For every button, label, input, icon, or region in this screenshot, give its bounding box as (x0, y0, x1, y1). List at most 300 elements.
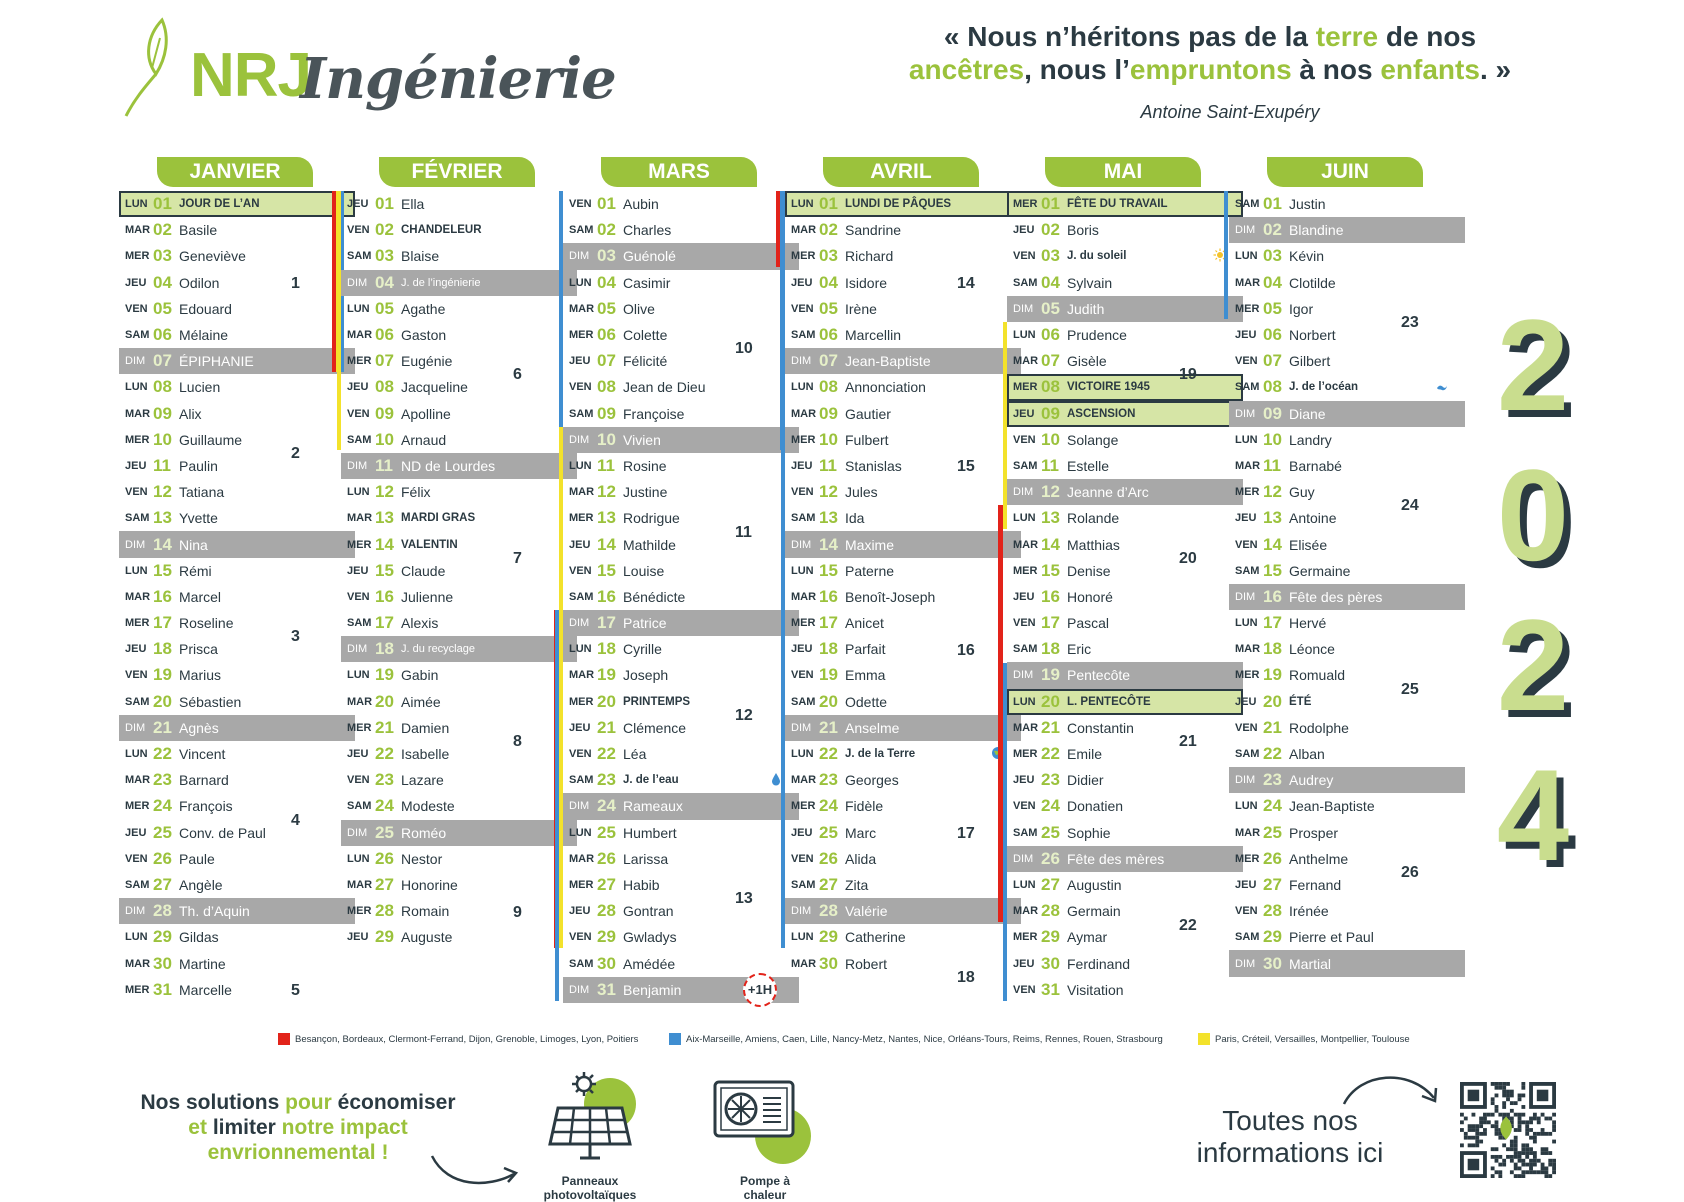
weekday: VEN (1013, 617, 1036, 630)
weekday: VEN (1235, 721, 1258, 734)
day-number: 20 (375, 691, 394, 711)
day-number: 21 (1041, 717, 1060, 737)
day-list (1007, 191, 1243, 1003)
day-row (341, 531, 577, 557)
school-holiday-bar (559, 191, 563, 450)
saint-name: Léonce (1289, 641, 1335, 658)
day-row (1007, 872, 1243, 898)
weekday: DIM (347, 826, 368, 839)
saint-name: Lucien (179, 379, 221, 396)
quote-author: Antoine Saint-Exupéry (1140, 102, 1320, 122)
day-row (785, 243, 1021, 269)
quote-text: , nous l’ (1024, 54, 1130, 85)
weekday: MER (125, 433, 150, 446)
week-number: 18 (957, 969, 975, 986)
weekday: MER (1235, 486, 1260, 499)
saint-name: Rameaux (623, 798, 683, 815)
day-number: 07 (1041, 351, 1060, 371)
day-number: 18 (375, 639, 394, 659)
day-row (1229, 715, 1465, 741)
weekday: VEN (347, 590, 370, 603)
quote (820, 20, 1600, 86)
weekday: SAM (569, 407, 594, 420)
logo-ingenierie-text: Ingénierie (300, 46, 616, 112)
day-row (1007, 427, 1243, 453)
saint-name: JOUR DE L’AN (179, 198, 260, 211)
saint-name: Germain (1067, 903, 1121, 920)
weekday: LUN (347, 852, 370, 865)
day-number: 25 (375, 822, 394, 842)
weekday: LUN (1013, 878, 1036, 891)
saint-name: Roméo (401, 824, 447, 841)
saint-name: Rémi (179, 562, 212, 579)
day-row (785, 741, 1021, 767)
day-number: 08 (597, 377, 616, 397)
leaf-logo-icon (122, 18, 182, 118)
saint-name: Valérie (845, 903, 888, 920)
day-row (1007, 898, 1243, 924)
saint-name: Jeanne d’Arc (1067, 484, 1149, 501)
weekday: MER (125, 617, 150, 630)
week-number: 22 (1179, 916, 1197, 934)
month-header: AVRIL (823, 157, 979, 187)
weekday: SAM (347, 800, 372, 813)
weekday: SAM (1013, 276, 1038, 289)
weekday: JEU (791, 643, 813, 656)
saint-name: Fidèle (845, 798, 884, 815)
weekday: MAR (125, 774, 151, 787)
saint-name: Anicet (845, 615, 884, 632)
day-row (341, 610, 577, 636)
solar-panels-label: Panneaux (561, 1174, 619, 1188)
saint-name: Irénée (1289, 903, 1329, 920)
day-number: 08 (153, 377, 172, 397)
day-number: 18 (153, 639, 172, 659)
day-number: 04 (1263, 272, 1282, 292)
saint-name: Aubin (623, 196, 659, 213)
weekday: LUN (1013, 329, 1036, 342)
day-number: 30 (153, 953, 172, 973)
saint-name: Alban (1289, 746, 1325, 763)
saint-name: Edouard (179, 300, 232, 317)
weekday: LUN (791, 381, 814, 394)
weekday: VEN (791, 669, 814, 682)
day-row (785, 270, 1021, 296)
day-row (785, 846, 1021, 872)
day-row (341, 401, 577, 427)
school-holiday-bar (781, 191, 785, 948)
saint-name: Honorine (401, 876, 458, 893)
weekday: DIM (791, 905, 812, 918)
day-number: 09 (375, 403, 394, 423)
weekday: LUN (569, 643, 592, 656)
day-row (119, 191, 355, 217)
day-number: 15 (819, 560, 838, 580)
saint-name: Agathe (401, 300, 446, 317)
weekday: SAM (791, 512, 816, 525)
saint-name: Anselme (845, 719, 900, 736)
day-row (1007, 715, 1243, 741)
day-number: 18 (1263, 639, 1282, 659)
day-row (1229, 636, 1465, 662)
weekday: MAR (569, 669, 595, 682)
weekday: MER (791, 800, 816, 813)
day-number: 28 (375, 901, 394, 921)
day-number: 20 (819, 691, 838, 711)
day-row (119, 374, 355, 400)
saint-name: Isabelle (401, 746, 450, 763)
weekday: DIM (791, 721, 812, 734)
saint-name: J. du recyclage (401, 643, 475, 656)
saint-name: Blandine (1289, 222, 1344, 239)
year-digit: 0 (1496, 442, 1570, 588)
saint-name: FÊTE DU TRAVAIL (1067, 198, 1168, 211)
day-row (563, 217, 799, 243)
day-row (785, 689, 1021, 715)
weekday: SAM (791, 695, 816, 708)
saint-name: Pierre et Paul (1289, 929, 1374, 946)
weekday: SAM (125, 512, 150, 525)
day-row (119, 793, 355, 819)
weekday: DIM (569, 983, 590, 996)
saint-name: Jean-Baptiste (1289, 798, 1375, 815)
day-row (563, 374, 799, 400)
day-number: 05 (1263, 298, 1282, 318)
day-row (563, 898, 799, 924)
saint-name: Honoré (1067, 588, 1113, 605)
day-row (341, 715, 577, 741)
saint-name: Habib (623, 876, 660, 893)
weekday: LUN (569, 459, 592, 472)
day-row (119, 767, 355, 793)
saint-name: Solange (1067, 431, 1119, 448)
saint-name: Gisèle (1067, 353, 1107, 370)
weekday: DIM (1235, 407, 1256, 420)
day-row (1007, 296, 1243, 322)
day-row (1007, 322, 1243, 348)
weekday: SAM (125, 878, 150, 891)
day-list (1229, 191, 1465, 977)
day-row (785, 505, 1021, 531)
saint-name: Geneviève (179, 248, 246, 265)
weekday: JEU (1235, 512, 1257, 525)
day-number: 13 (153, 508, 172, 528)
saint-name: Gwladys (623, 929, 677, 946)
day-number: 05 (375, 298, 394, 318)
saint-name: Sylvain (1067, 274, 1113, 291)
saint-name: Maxime (845, 536, 895, 553)
day-row (119, 898, 355, 924)
saint-name: VICTOIRE 1945 (1067, 381, 1150, 394)
day-number: 12 (1263, 482, 1282, 502)
weekday: VEN (791, 486, 814, 499)
saint-name: Olive (623, 300, 655, 317)
saint-name: Charles (623, 222, 672, 239)
week-number: 26 (1401, 864, 1419, 882)
weekday: LUN (125, 931, 148, 944)
weekday: MER (1235, 669, 1260, 682)
weekday: MAR (791, 957, 817, 970)
weekday: VEN (569, 198, 592, 211)
day-row (1229, 872, 1465, 898)
month-header: MAI (1045, 157, 1201, 187)
day-number: 13 (1041, 508, 1060, 528)
saint-name: Didier (1067, 772, 1104, 789)
day-number: 08 (819, 377, 838, 397)
saint-name: Roseline (179, 615, 234, 632)
weekday: DIM (1013, 852, 1034, 865)
day-number: 04 (1041, 272, 1060, 292)
day-number: 14 (375, 534, 394, 554)
day-number: 02 (819, 220, 838, 240)
day-number: 12 (1041, 482, 1060, 502)
saint-name: Martial (1289, 955, 1332, 972)
heat-pump-label: chaleur (743, 1188, 787, 1202)
day-number: 16 (597, 586, 616, 606)
weekday: JEU (1013, 957, 1035, 970)
saint-name: Gautier (845, 405, 891, 422)
day-row (1007, 374, 1243, 400)
week-number: 1 (291, 274, 300, 292)
day-row (785, 793, 1021, 819)
day-row (1007, 636, 1243, 662)
weekday: MAR (791, 224, 817, 237)
saint-name: Eugénie (401, 353, 453, 370)
day-number: 29 (819, 927, 838, 947)
saint-name: Léa (623, 746, 647, 763)
day-number: 27 (597, 874, 616, 894)
weekday: SAM (1235, 381, 1260, 394)
weekday: MAR (1013, 721, 1039, 734)
day-number: 17 (153, 613, 172, 633)
day-number: 02 (375, 220, 394, 240)
day-row (563, 322, 799, 348)
day-number: 11 (1263, 455, 1281, 475)
saint-name: Irène (845, 300, 877, 317)
saint-name: Pascal (1067, 615, 1110, 632)
day-row (785, 374, 1021, 400)
day-number: 08 (375, 377, 394, 397)
saint-name: Jean-Baptiste (845, 353, 931, 370)
day-number: 09 (1263, 403, 1282, 423)
day-number: 26 (375, 848, 394, 868)
legend-text: Besançon, Bordeaux, Clermont-Ferrand, Dijon, Grenoble, Limoges, Lyon, Poitiers (295, 1033, 639, 1045)
saint-name: Boris (1067, 222, 1099, 239)
day-row (1229, 296, 1465, 322)
day-row (341, 479, 577, 505)
day-number: 31 (153, 979, 172, 999)
weekday: MAR (1235, 643, 1261, 656)
day-number: 03 (819, 246, 838, 266)
day-number: 16 (1041, 586, 1060, 606)
month-header: FÉVRIER (379, 157, 535, 187)
day-row (1007, 243, 1243, 269)
day-row (563, 531, 799, 557)
weekday: SAM (1013, 826, 1038, 839)
day-row (119, 741, 355, 767)
month-header: JUIN (1267, 157, 1423, 187)
saint-name: Gabin (401, 667, 439, 684)
day-row (1007, 767, 1243, 793)
weekday: MER (1013, 198, 1038, 211)
day-row (1229, 741, 1465, 767)
dst-badge: +1H (743, 973, 777, 1007)
quote-text: . » (1479, 54, 1512, 85)
day-row (785, 217, 1021, 243)
logo-nrj-text: NRJ (190, 41, 312, 110)
day-row (1229, 427, 1465, 453)
day-number: 12 (819, 482, 838, 502)
weekday: SAM (1235, 931, 1260, 944)
day-number: 19 (1041, 665, 1060, 685)
saint-name: Modeste (401, 798, 455, 815)
day-row (119, 872, 355, 898)
weekday: MAR (791, 774, 817, 787)
saint-name: Pentecôte (1067, 667, 1131, 684)
quote-text: de nos (1378, 21, 1477, 52)
day-row (563, 610, 799, 636)
saint-name: Tatiana (179, 484, 225, 501)
weekday: MER (125, 250, 150, 263)
day-number: 05 (819, 298, 838, 318)
day-row (563, 401, 799, 427)
weekday: LUN (569, 276, 592, 289)
saint-name: Jacqueline (401, 379, 468, 396)
saint-name: J. de l’océan (1289, 381, 1359, 394)
weekday: LUN (1013, 512, 1036, 525)
weekday: VEN (791, 852, 814, 865)
saint-name: Audrey (1289, 772, 1334, 789)
saint-name: Amédée (623, 955, 676, 972)
saint-name: Larissa (623, 850, 669, 867)
day-number: 13 (597, 508, 616, 528)
week-number: 16 (957, 641, 975, 659)
day-number: 01 (375, 194, 394, 214)
saint-name: Alida (845, 850, 877, 867)
day-number: 17 (819, 613, 838, 633)
weekday: MAR (125, 590, 151, 603)
week-number: 10 (735, 340, 753, 358)
day-row (785, 191, 1021, 217)
saint-name: Paulin (179, 457, 218, 474)
week-number: 12 (735, 707, 753, 724)
day-row (1007, 479, 1243, 505)
week-number: 13 (735, 890, 753, 908)
qr-code-icon[interactable] (1460, 1082, 1556, 1178)
saint-name: Claude (401, 562, 446, 579)
saint-name: Annonciation (845, 379, 926, 396)
day-number: 07 (1263, 351, 1282, 371)
day-number: 22 (1041, 744, 1060, 764)
week-number: 6 (513, 366, 522, 384)
day-number: 24 (1041, 796, 1060, 816)
day-number: 08 (1041, 377, 1060, 397)
day-row (341, 924, 577, 950)
week-number: 21 (1179, 733, 1197, 751)
year-digit: 2 (1496, 592, 1570, 738)
day-row (785, 479, 1021, 505)
day-number: 21 (597, 717, 616, 737)
day-row (119, 610, 355, 636)
weekday: SAM (569, 957, 594, 970)
day-number: 04 (153, 272, 172, 292)
day-number: 08 (1263, 377, 1282, 397)
weekday: LUN (1013, 695, 1036, 708)
tagline-text: limiter (212, 1116, 276, 1139)
saint-name: Judith (1067, 300, 1105, 317)
day-number: 29 (375, 927, 394, 947)
saint-name: Zita (845, 876, 869, 893)
day-number: 18 (819, 639, 838, 659)
weekday: DIM (791, 538, 812, 551)
weekday: JEU (125, 643, 147, 656)
saint-name: Marcelle (179, 981, 232, 998)
day-row (119, 977, 355, 1003)
day-number: 09 (153, 403, 172, 423)
day-number: 07 (375, 351, 394, 371)
day-number: 06 (375, 325, 394, 345)
day-number: 10 (153, 429, 172, 449)
tagline-text: économiser (337, 1091, 456, 1114)
saint-name: J. de l’ingénierie (401, 276, 481, 289)
weekday: VEN (1235, 538, 1258, 551)
weekday: DIM (347, 459, 368, 472)
school-holiday-bar (1003, 322, 1007, 529)
day-row (119, 950, 355, 976)
day-row (785, 401, 1021, 427)
weekday: VEN (1013, 250, 1036, 263)
day-row (119, 296, 355, 322)
saint-name: Eric (1067, 641, 1092, 658)
saint-name: Estelle (1067, 457, 1110, 474)
saint-name: Gildas (179, 929, 219, 946)
day-number: 03 (1041, 246, 1060, 266)
saint-name: ÉTÉ (1289, 695, 1312, 708)
weekday: JEU (1013, 774, 1035, 787)
day-number: 24 (153, 796, 172, 816)
saint-name: Matthias (1067, 536, 1120, 553)
day-number: 05 (153, 298, 172, 318)
day-row (563, 270, 799, 296)
saint-name: Patrice (623, 615, 667, 632)
day-row (1229, 479, 1465, 505)
day-number: 19 (375, 665, 394, 685)
solutions-tagline (118, 1090, 478, 1165)
saint-name: Angèle (179, 876, 223, 893)
day-row (1229, 401, 1465, 427)
saint-name: Barnard (179, 772, 229, 789)
day-row (1229, 610, 1465, 636)
day-number: 06 (1041, 325, 1060, 345)
quote-line-1 (820, 20, 1600, 53)
day-row (1229, 584, 1465, 610)
day-number: 15 (153, 560, 172, 580)
day-row (119, 662, 355, 688)
weekday: DIM (569, 250, 590, 263)
day-list (563, 191, 799, 1003)
day-row (119, 322, 355, 348)
saint-name: Prosper (1289, 824, 1339, 841)
tagline-highlight: pour (279, 1091, 338, 1114)
weekday: VEN (1013, 800, 1036, 813)
week-number: 25 (1401, 680, 1419, 698)
saint-name: Denise (1067, 562, 1111, 579)
day-row (1007, 348, 1243, 374)
day-number: 07 (597, 351, 616, 371)
tagline-highlight: notre impact (275, 1116, 408, 1139)
weekday: LUN (347, 669, 370, 682)
weekday: LUN (791, 931, 814, 944)
